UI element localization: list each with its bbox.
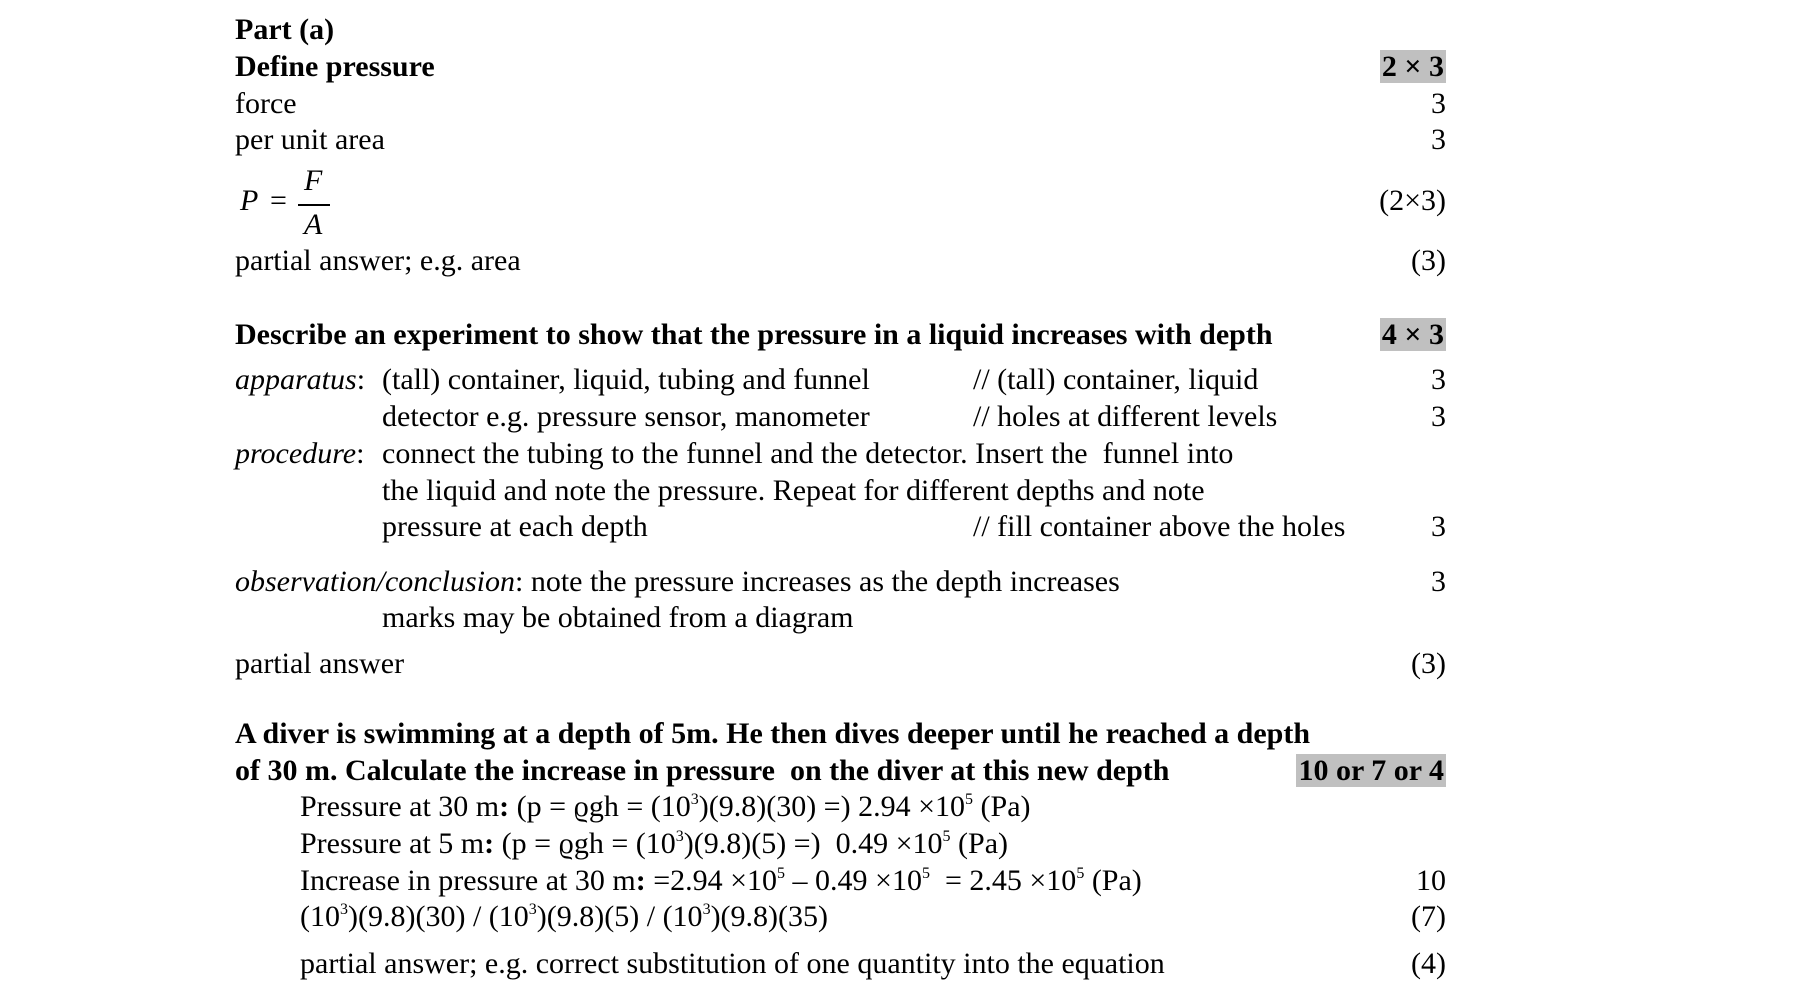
- expr-b: )(9.8)(30) =) 2.94 ×10: [698, 790, 966, 823]
- procedure-line-1: connect the tubing to the funnel and the detector. Insert the funnel into: [382, 437, 1234, 470]
- procedure-mark: 3: [1431, 510, 1446, 543]
- exponent: 3: [340, 901, 348, 918]
- expr-a: (p = ϱgh = (10: [516, 790, 691, 823]
- exponent: 5: [777, 865, 786, 882]
- q1-line-force: force: [235, 87, 297, 120]
- q1-mark-unit-area: 3: [1431, 123, 1446, 156]
- procedure-line-2: the liquid and note the pressure. Repeat for different depths and note: [382, 474, 1205, 507]
- expr-c: = 2.45 ×10: [929, 864, 1077, 897]
- q3-partial-answer: partial answer; e.g. correct substitution of one quantity into the equation: [300, 947, 1165, 980]
- apparatus-label-text: apparatus: [235, 363, 357, 396]
- procedure-label: [235, 436, 364, 472]
- apparatus-line-2: detector e.g. pressure sensor, manometer: [382, 400, 870, 433]
- q2-partial-answer: partial answer: [235, 647, 405, 680]
- expr-b: )(9.8)(30) / (10: [348, 900, 529, 933]
- q1-marks-badge-text: 2 × 3: [1381, 50, 1444, 83]
- apparatus-alt-1: // (tall) container, liquid: [973, 363, 1259, 396]
- q2-marks-badge: [1380, 317, 1446, 353]
- expr-c: )(9.8)(5) / (10: [536, 900, 703, 933]
- q3-mark-full: 10: [1416, 864, 1446, 897]
- q3-line-alternatives: [300, 899, 828, 940]
- observation-label: observation/conclusion: [235, 565, 515, 598]
- pressure-formula: [240, 164, 350, 244]
- exponent: 5: [942, 828, 951, 845]
- q3-heading-line-1: A diver is swimming at a depth of 5m. He then dives deeper until he reached a depth: [235, 717, 1311, 750]
- q3-heading-line-2: of 30 m. Calculate the increase in pressure on the diver at this new depth: [235, 754, 1170, 787]
- apparatus-mark-2: 3: [1431, 400, 1446, 433]
- expr-d: (Pa): [1084, 864, 1142, 897]
- part-title: Part (a): [235, 13, 335, 46]
- q1-mark-force: 3: [1431, 87, 1446, 120]
- label: Increase in pressure at 30 m: [300, 864, 636, 897]
- exponent: 5: [965, 791, 974, 808]
- q1-partial-answer: partial answer; e.g. area: [235, 244, 521, 277]
- q3-mark-alt: (7): [1411, 900, 1446, 933]
- exponent: 3: [690, 791, 699, 808]
- procedure-line-3: pressure at each depth: [382, 510, 648, 543]
- q3-mark-partial: (4): [1411, 947, 1446, 980]
- observation-text: note the pressure increases as the depth increases: [530, 565, 1120, 598]
- q3-line-pressure-30m: Pressure at 30 m: ($p = ϱgh = (10^3)(9.8)(30)$ =) $2.94 \times 10^5$ (Pa): [300, 790, 1031, 823]
- apparatus-alt-2: // holes at different levels: [973, 400, 1278, 433]
- expr-c: (Pa): [973, 790, 1031, 823]
- q1-mark-formula: (2×3): [1379, 184, 1446, 217]
- colon: :: [356, 363, 366, 396]
- q1-marks-badge: [1380, 49, 1446, 85]
- exponent: 3: [702, 901, 711, 918]
- diagram-note: marks may be obtained from a diagram: [382, 601, 854, 634]
- apparatus-label: [235, 362, 365, 398]
- formula-lhs: P: [240, 184, 259, 217]
- fraction-bar: [298, 204, 330, 206]
- q1-mark-partial: (3): [1411, 244, 1446, 277]
- exponent: 5: [921, 865, 930, 882]
- label: Pressure at 5 m: [300, 827, 485, 860]
- colon: :: [514, 565, 531, 598]
- expr-a: (p = ϱgh = (10: [501, 827, 676, 860]
- formula-equals: =: [270, 184, 287, 217]
- q1-heading: Define pressure: [235, 50, 435, 83]
- q3-line-increase: Increase in pressure at 30 m: $=2.94 \times 10^5 - 0.49 \times 10^5 = 2.45 \times 10^5$ (Pa): [300, 864, 1142, 897]
- expr-a: =2.94 ×10: [653, 864, 778, 897]
- observation-line: [235, 564, 1120, 600]
- label: Pressure at 30 m: [300, 790, 500, 823]
- expr-b: )(9.8)(5) =) 0.49 ×10: [683, 827, 943, 860]
- q2-mark-partial: (3): [1411, 647, 1446, 680]
- q3-line-pressure-5m: Pressure at 5 m: ($p = ϱgh = (10^3)(9.8)(5)$ =) $0.49 \times 10^5$ (Pa): [300, 827, 1008, 860]
- formula-numerator: F: [304, 164, 323, 197]
- q3-marks-badge-text: 10 or 7 or 4: [1298, 754, 1444, 787]
- formula-denominator: A: [304, 208, 323, 241]
- colon: :: [356, 437, 365, 470]
- apparatus-mark-1: 3: [1431, 363, 1446, 396]
- expr-d: )(9.8)(35): [710, 900, 829, 933]
- exponent: 5: [1076, 865, 1085, 882]
- expr-c: (Pa): [950, 827, 1008, 860]
- q2-heading: Describe an experiment to show that the pressure in a liquid increases with depth: [235, 318, 1273, 351]
- observation-mark: 3: [1431, 565, 1446, 598]
- apparatus-line-1: (tall) container, liquid, tubing and funnel: [382, 363, 870, 396]
- q3-marks-badge: [1296, 753, 1446, 789]
- expr-a: (10: [300, 900, 340, 933]
- exponent: 3: [528, 901, 537, 918]
- exponent: 3: [675, 828, 684, 845]
- expr-b: – 0.49 ×10: [785, 864, 922, 897]
- procedure-alt-3: // fill container above the holes: [973, 510, 1346, 543]
- q2-marks-badge-text: 4 × 3: [1381, 318, 1444, 351]
- q1-line-unit-area: per unit area: [235, 123, 385, 156]
- procedure-label-text: procedure: [235, 437, 357, 470]
